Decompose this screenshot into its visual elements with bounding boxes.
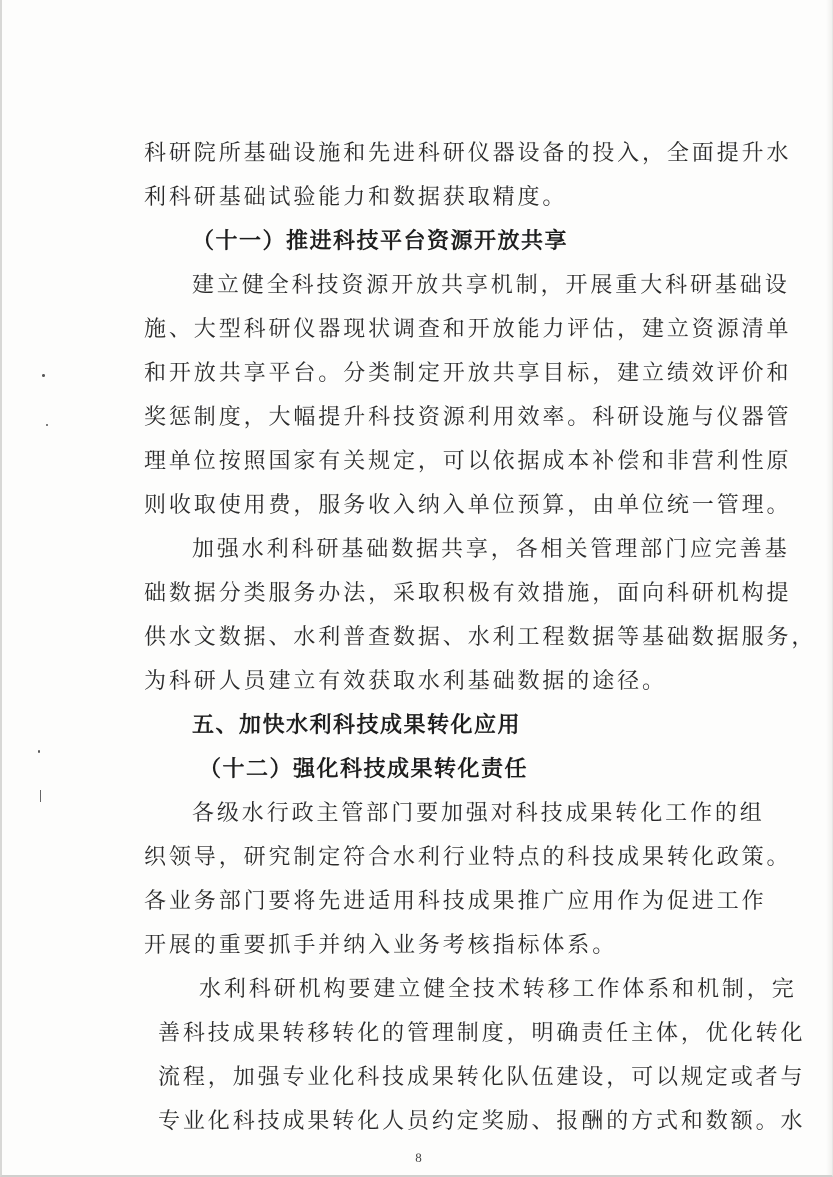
subsection-heading-12: （十二）强化科技成果转化责任 (199, 757, 529, 782)
body-line-4: 建立健全科技资源开放共享机制，开展重大科研基础设 (192, 273, 790, 298)
scan-speck (38, 750, 40, 753)
body-line-1: 科研院所基础设施和先进科研仪器设备的投入，全面提升水 (144, 141, 792, 166)
body-line-8: 理单位按照国家有关规定，可以依据成本补偿和非营利性原 (144, 449, 792, 474)
subsection-heading-11: （十一）推进科技平台资源开放共享 (192, 229, 569, 254)
body-line-2: 利科研基础试验能力和数据获取精度。 (144, 185, 568, 210)
body-line-9: 则收取使用费，服务收入纳入单位预算，由单位统一管理。 (144, 493, 792, 518)
body-line-13: 为科研人员建立有效获取水利基础数据的途径。 (144, 669, 667, 694)
body-line-10: 加强水利科研基础数据共享，各相关管理部门应完善基 (192, 537, 790, 562)
body-line-19: 开展的重要抓手并纳入业务考核指标体系。 (144, 933, 618, 958)
body-line-6: 和开放共享平台。分类制定开放共享目标，建立绩效评价和 (144, 361, 792, 386)
scan-mark (40, 790, 41, 802)
body-line-7: 奖惩制度，大幅提升科技资源利用效率。科研设施与仪器管 (144, 405, 792, 430)
body-line-12: 供水文数据、水利普查数据、水利工程数据等基础数据服务， (144, 625, 817, 650)
section-heading-5: 五、加快水利科技成果转化应用 (192, 713, 522, 738)
scan-shadow-edge (826, 0, 832, 1177)
scan-speck (46, 424, 48, 426)
body-line-16: 各级水行政主管部门要加强对科技成果转化工作的组 (192, 801, 765, 826)
body-line-11: 础数据分类服务办法，采取积极有效措施，面向科研机构提 (144, 581, 792, 606)
body-line-18: 各业务部门要将先进适用科技成果推广应用作为促进工作 (144, 889, 767, 914)
body-line-23: 专业化科技成果转化人员约定奖励、报酬的方式和数额。水 (158, 1109, 806, 1134)
body-line-17: 织领导，研究制定符合水利行业特点的科技成果转化政策。 (144, 845, 792, 870)
scan-speck (42, 374, 45, 377)
body-line-21: 善科技成果转移转化的管理制度，明确责任主体，优化转化 (158, 1021, 806, 1046)
page-number: 8 (415, 1150, 422, 1165)
body-line-22: 流程，加强专业化科技成果转化队伍建设，可以规定或者与 (158, 1065, 806, 1090)
body-line-20: 水利科研机构要建立健全技术转移工作体系和机制，完 (199, 977, 797, 1002)
body-line-5: 施、大型科研仪器现状调查和开放能力评估，建立资源清单 (144, 317, 792, 342)
